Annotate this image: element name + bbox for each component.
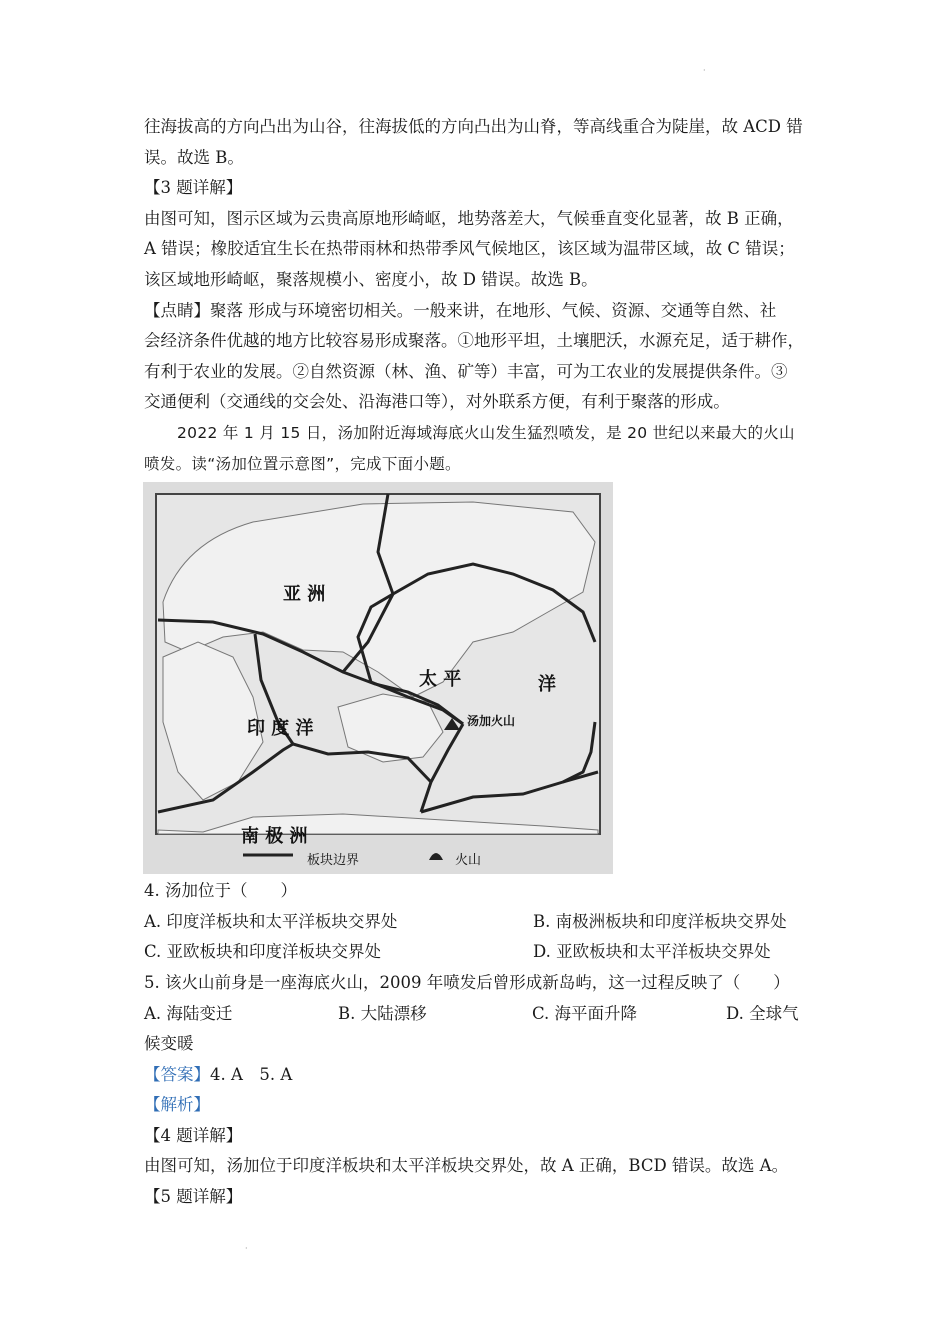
prev-answer-line-2: 误。故选 B。 [144, 147, 244, 167]
legend-boundary-label: 板块边界 [307, 853, 360, 869]
legend-volcano-label: 火山 [455, 853, 482, 869]
q3-detail-heading: 【3 题详解】 [144, 178, 243, 198]
document-body [144, 112, 812, 1213]
q4-options-row-1 [144, 907, 812, 938]
prev-answer-line-1: 往海拔高的方向凸出为山谷，往海拔低的方向凸出为山脊，等高线重合为陡崖，故 ACD 错 [144, 117, 803, 136]
map-label-pacific-2: 洋 [538, 674, 556, 696]
tip-line-1: 【点睛】聚落 形成与环境密切相关。一般来讲，在地形、气候、资源、交通等自然、社 [144, 300, 777, 320]
answer-line [144, 1060, 812, 1091]
map-label-antarctica: 南 极 洲 [241, 826, 308, 848]
q3-detail-line-1: 由图可知，图示区域为云贵高原地形崎岖，地势落差大，气候垂直变化显著，故 B 正确， [144, 208, 794, 228]
tonga-location-map [143, 482, 613, 874]
q3-detail-line-3: 该区域地形崎岖，聚落规模小、密度小，故 D 错误。故选 B。 [144, 269, 598, 289]
intro-line-1: 2022 年 1 月 15 日，汤加附近海域海底火山发生猛烈喷发，是 20 世纪以来最大的火山 [177, 423, 795, 442]
intro-line-2: 喷发。读“汤加位置示意图”，完成下面小题。 [144, 454, 461, 473]
q4-option-b: B. 南极洲板块和印度洋板块交界处 [533, 911, 787, 931]
q5-options-row [144, 999, 812, 1030]
q4-stem: 4. 汤加位于（ ） [144, 881, 297, 901]
q5-option-a: A. 海陆变迁 [144, 1003, 233, 1023]
tip-line-4: 交通便利（交通线的交会处、沿海港口等），对外联系方便，有利于聚落的形成。 [144, 392, 730, 412]
analysis-label: 【解析】 [144, 1095, 210, 1115]
tip-line-3: 有利于农业的发展。②自然资源（林、渔、矿等）丰富，可为工农业的发展提供条件。③ [144, 361, 788, 381]
q4-option-d: D. 亚欧板块和太平洋板块交界处 [533, 942, 771, 962]
q5-option-d-wrap: 候变暖 [144, 1034, 194, 1054]
answer-label: 【答案】 [144, 1064, 210, 1084]
q4-option-a: A. 印度洋板块和太平洋板块交界处 [144, 911, 398, 931]
map-label-asia: 亚 洲 [283, 584, 326, 606]
tip-line-2: 会经济条件优越的地方比较容易形成聚落。①地形平坦，土壤肥沃，水源充足，适于耕作， [144, 331, 804, 351]
q5-option-b: B. 大陆漂移 [338, 1003, 427, 1023]
page-mark-bottom: · [245, 1244, 248, 1253]
q3-detail-line-2: A 错误；橡胶适宜生长在热带雨林和热带季风气候地区，该区域为温带区域，故 C 错误； [144, 239, 795, 259]
q4-detail-heading: 【4 题详解】 [144, 1125, 243, 1145]
page-mark-top: · [703, 66, 706, 75]
q4-options-row-2 [144, 937, 812, 968]
answer-text: 4. A 5. A [210, 1064, 293, 1084]
q5-detail-heading: 【5 题详解】 [144, 1187, 243, 1207]
map-label-tonga-volcano: 汤加火山 [467, 714, 516, 729]
q5-stem: 5. 该火山前身是一座海底火山，2009 年喷发后曾形成新岛屿，这一过程反映了（ ） [144, 972, 790, 992]
q5-option-c: C. 海平面升降 [532, 1003, 638, 1023]
q4-detail-text: 由图可知，汤加位于印度洋板块和太平洋板块交界处，故 A 正确，BCD 错误。故选 A。 [144, 1156, 789, 1176]
map-label-pacific-1: 太 平 [419, 669, 462, 691]
q4-option-c: C. 亚欧板块和印度洋板块交界处 [144, 942, 382, 962]
map-label-indian-ocean: 印 度 洋 [247, 718, 314, 740]
q5-option-d: D. 全球气 [726, 1003, 799, 1023]
